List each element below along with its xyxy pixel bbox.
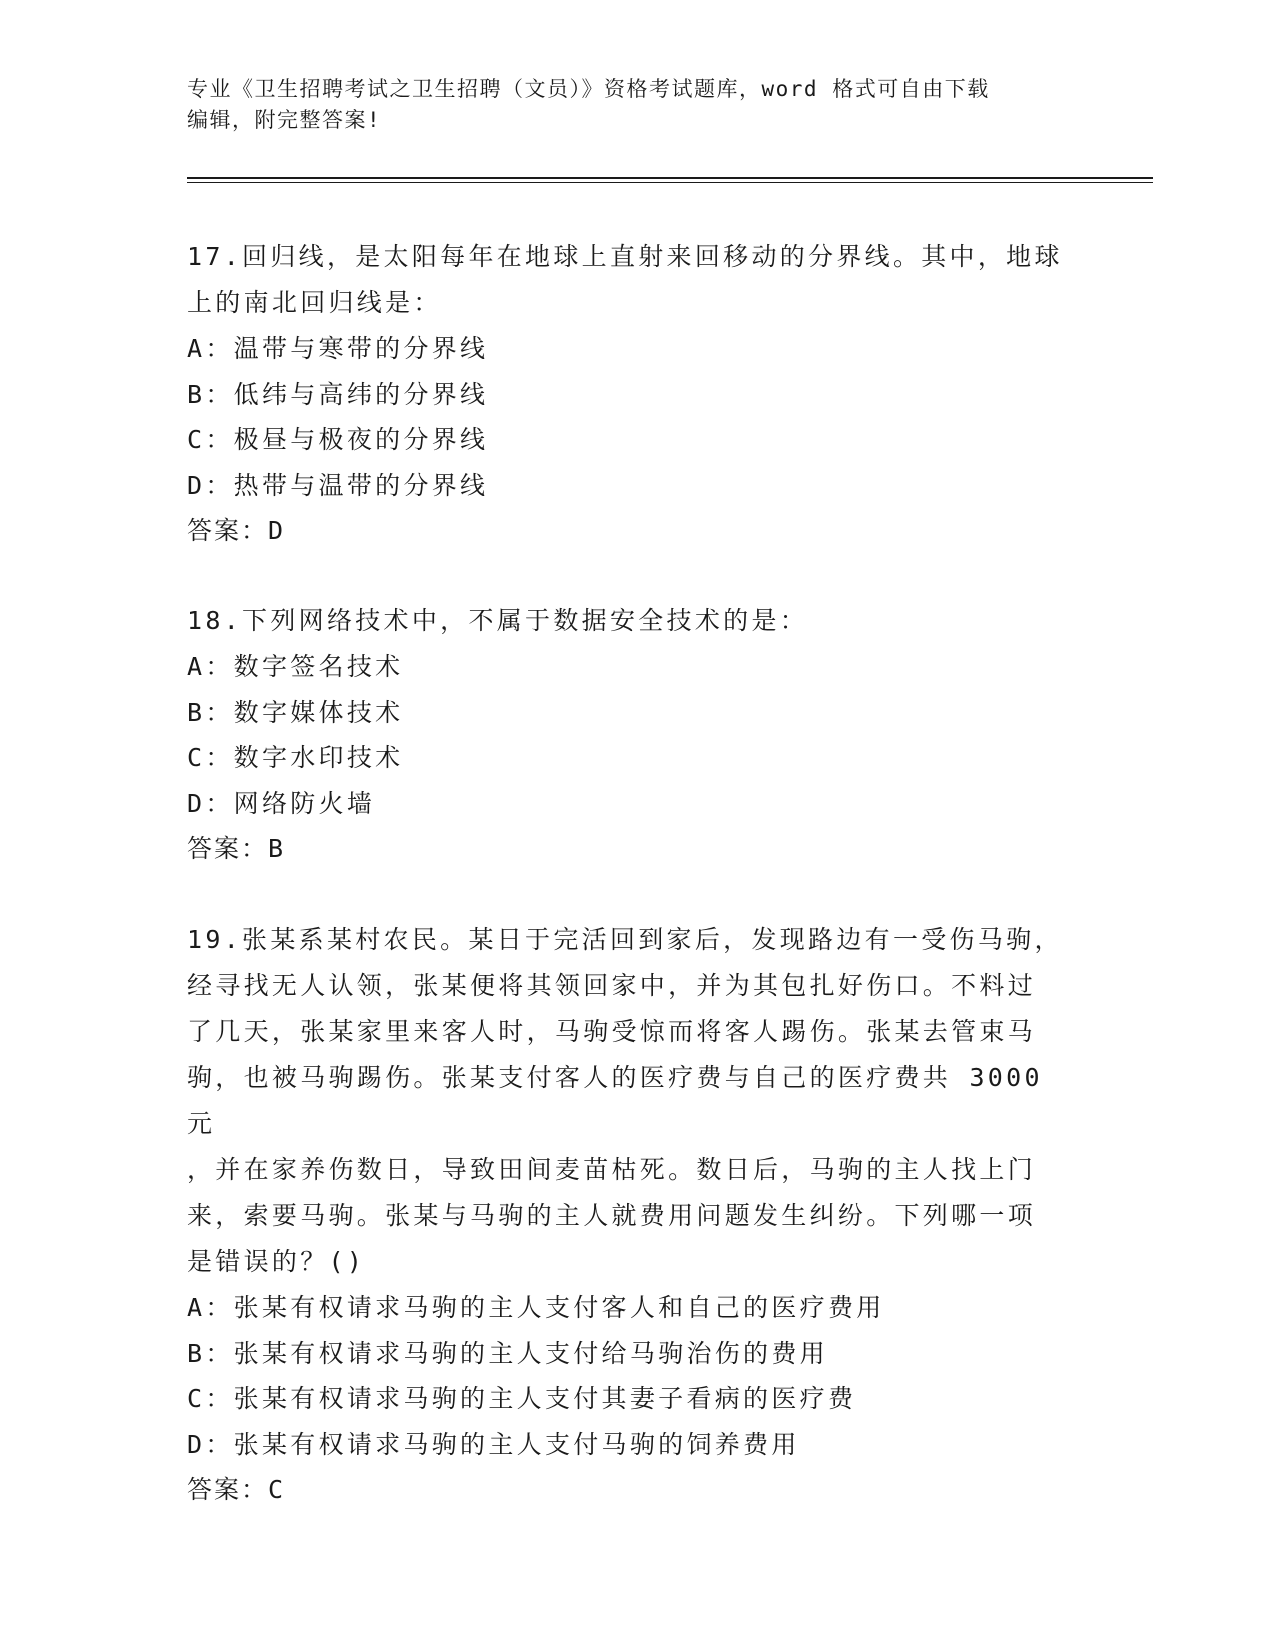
header-line-1: 专业《卫生招聘考试之卫生招聘（文员）》资格考试题库，word 格式可自由下载 (187, 77, 990, 101)
header-divider-thin (187, 182, 1153, 183)
question-text-line: 驹，也被马驹踢伤。张某支付客人的医疗费与自己的医疗费共 3000 元 (187, 1063, 1043, 1138)
question-text-line: 上的南北回归线是： (187, 288, 442, 317)
question-text-line: 18.下列网络技术中，不属于数据安全技术的是： (187, 606, 809, 635)
question-text (187, 234, 1087, 326)
question-text-line: 了几天，张某家里来客人时，马驹受惊而将客人踢伤。张某去管束马 (187, 1017, 1037, 1046)
option-c: C：数字水印技术 (187, 743, 404, 772)
option-a: A：数字签名技术 (187, 652, 404, 681)
option-b: B：数字媒体技术 (187, 697, 404, 727)
question-text-line: 经寻找无人认领，张某便将其领回家中，并为其包扎好伤口。不料过 (187, 971, 1037, 1000)
option-c: C：极昼与极夜的分界线 (187, 425, 489, 454)
header-line-2: 编辑，附完整答案! (187, 108, 382, 132)
answer: 答案：B (187, 834, 286, 863)
answer: 答案：D (187, 516, 286, 545)
question-text-line: 来，索要马驹。张某与马驹的主人就费用问题发生纠纷。下列哪一项 (187, 1201, 1037, 1230)
question-text (187, 917, 1087, 1285)
question-19 (187, 917, 1087, 1512)
option-b: B：张某有权请求马驹的主人支付给马驹治伤的费用 (187, 1338, 828, 1368)
question-18 (187, 598, 1087, 871)
option-a: A：张某有权请求马驹的主人支付客人和自己的医疗费用 (187, 1293, 885, 1322)
option-c: C：张某有权请求马驹的主人支付其妻子看病的医疗费 (187, 1384, 857, 1413)
option-b: B：低纬与高纬的分界线 (187, 379, 489, 409)
question-text-line: 17.回归线，是太阳每年在地球上直射来回移动的分界线。其中，地球 (187, 242, 1063, 271)
question-text-line: 是错误的？() (187, 1247, 366, 1276)
question-text-line: ，并在家养伤数日，导致田间麦苗枯死。数日后，马驹的主人找上门 (187, 1155, 1037, 1184)
question-text-line: 19.张某系某村农民。某日于完活回到家后，发现路边有一受伤马驹， (187, 925, 1063, 954)
option-a: A：温带与寒带的分界线 (187, 334, 489, 363)
option-d: D：网络防火墙 (187, 788, 376, 818)
option-d: D：热带与温带的分界线 (187, 470, 489, 500)
option-d: D：张某有权请求马驹的主人支付马驹的饲养费用 (187, 1429, 800, 1459)
answer: 答案：C (187, 1475, 286, 1504)
document-header (187, 74, 1067, 136)
header-divider-thick (187, 177, 1153, 179)
question-17 (187, 234, 1087, 553)
question-text (187, 598, 1087, 644)
